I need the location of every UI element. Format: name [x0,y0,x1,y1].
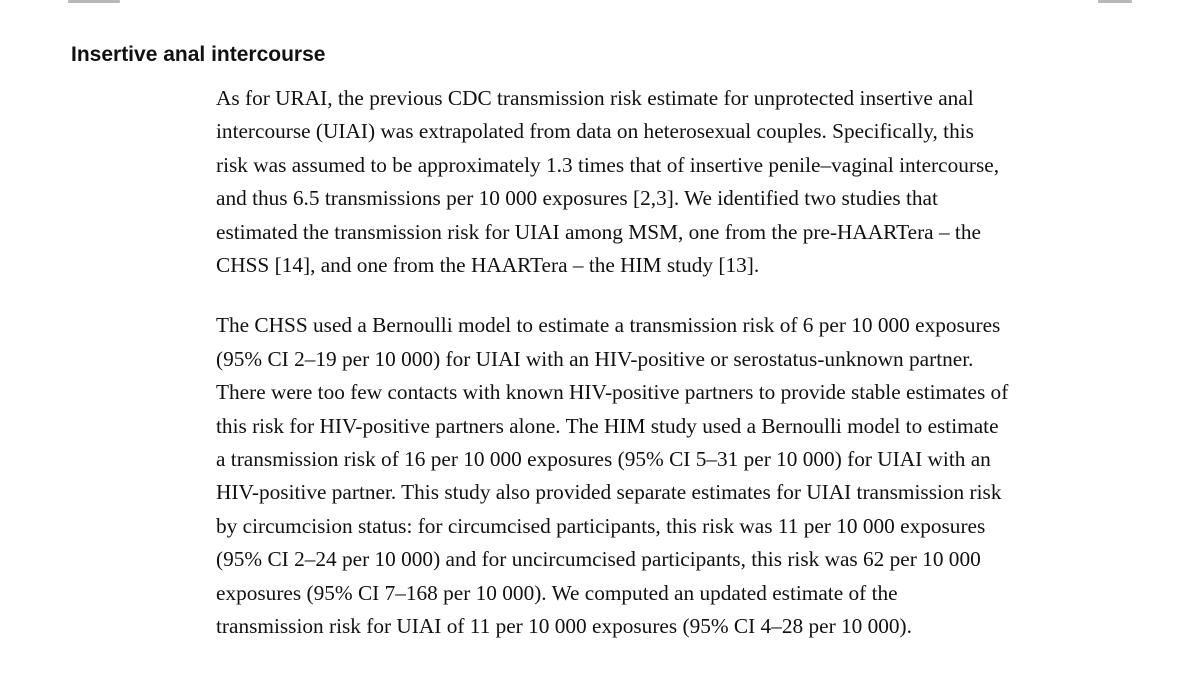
paragraph-line: a transmission risk of 16 per 10 000 exposures (95% CI 5–31 per 10 000) for UIAI with an [216,447,991,472]
paragraph-line: There were too few contacts with known HIV-positive partners to provide stable estimates of [216,380,1009,405]
paragraph-line: exposures (95% CI 7–168 per 10 000). We computed an updated estimate of the [216,580,898,605]
paragraph-line: As for URAI, the previous CDC transmission risk estimate for unprotected insertive anal [216,86,974,110]
paragraph-prior-estimate [216,82,1176,282]
paragraph-line: transmission risk for UIAI of 11 per 10 000 exposures (95% CI 4–28 per 10 000). [216,614,912,639]
paragraph-line: estimated the transmission risk for UIAI among MSM, one from the pre-HAARTera – the [216,219,981,244]
paragraph-line: The CHSS used a Bernoulli model to estimate a transmission risk of 6 per 10 000 exposures [216,313,1001,338]
paragraph-line: by circumcision status: for circumcised participants, this risk was 11 per 10 000 exposures [216,513,986,538]
cropped-header-text-left [68,0,120,3]
section-body [216,82,1176,644]
paragraph-line: this risk for HIV-positive partners alone. The HIM study used a Bernoulli model to estimate [216,413,999,438]
cropped-header-text-right [1098,0,1132,3]
paragraph-line: risk was assumed to be approximately 1.3 times that of insertive penile–vaginal intercourse, [216,152,1000,177]
section-heading: Insertive anal intercourse [71,43,326,66]
paragraph-line: and thus 6.5 transmissions per 10 000 exposures [2,3]. We identified two studies that [216,186,938,211]
paragraph-line: intercourse (UIAI) was extrapolated from data on heterosexual couples. Specifically, this [216,119,974,144]
cropped-page-header [0,0,1200,6]
paragraph-study-results [216,309,1176,643]
paragraph-line: HIV-positive partner. This study also provided separate estimates for UIAI transmission risk [216,480,1002,505]
paragraph-line: (95% CI 2–19 per 10 000) for UIAI with an HIV-positive or serostatus-unknown partner. [216,346,974,371]
paragraph-line: CHSS [14], and one from the HAARTera – the HIM study [13]. [216,253,760,278]
paragraph-line: (95% CI 2–24 per 10 000) and for uncircumcised participants, this risk was 62 per 10 000 [216,547,981,572]
